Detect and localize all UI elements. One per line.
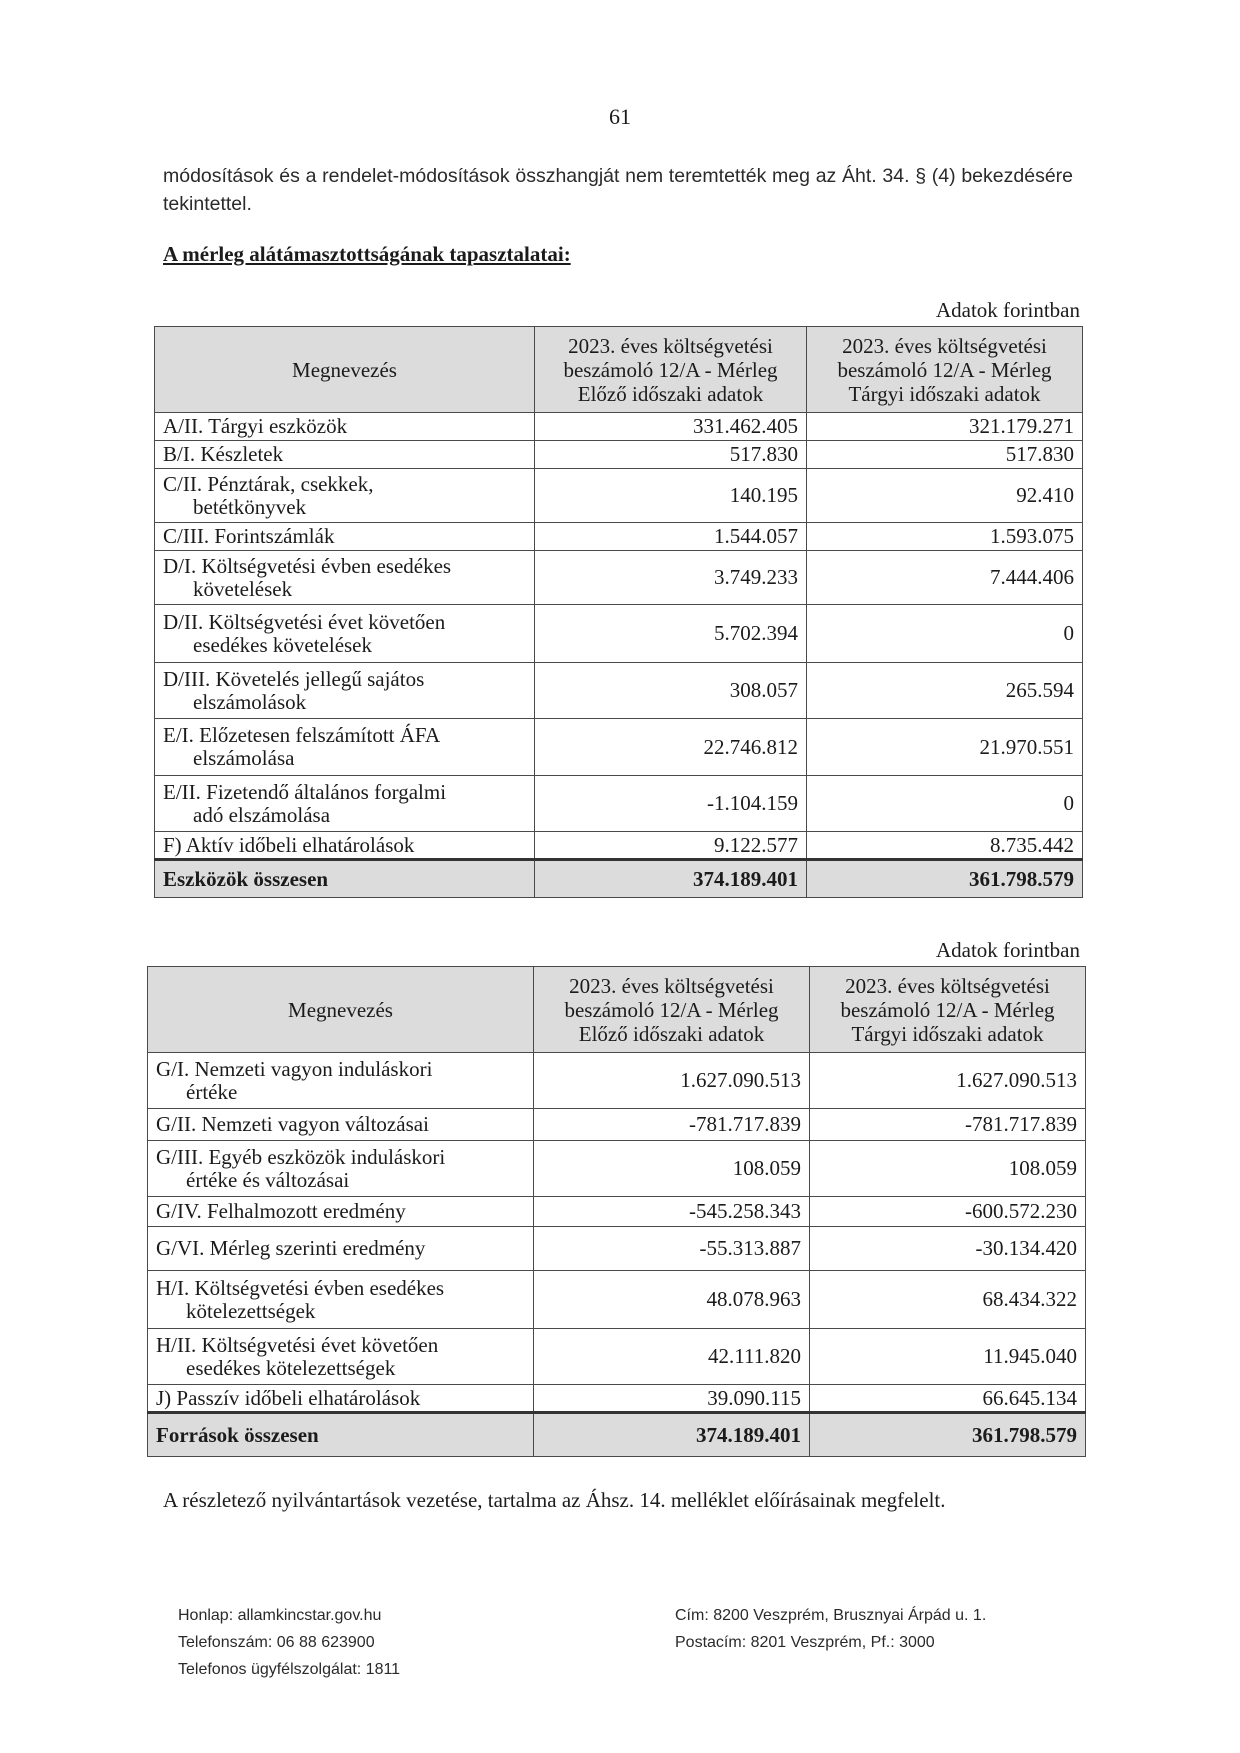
footer-website: Honlap: allamkincstar.gov.hu bbox=[178, 1607, 382, 1624]
row-current-value: 1.627.090.513 bbox=[810, 1053, 1086, 1109]
row-name: A/II. Tárgyi eszközök bbox=[155, 413, 535, 441]
table-row bbox=[148, 1197, 1086, 1227]
footer-address: Cím: 8200 Veszprém, Brusznyai Árpád u. 1. bbox=[675, 1607, 987, 1624]
row-current-value: 66.645.134 bbox=[810, 1385, 1086, 1413]
header-name: Megnevezés bbox=[148, 967, 534, 1053]
row-current-value: -781.717.839 bbox=[810, 1109, 1086, 1141]
total-current-value: 361.798.579 bbox=[810, 1413, 1086, 1457]
table-row bbox=[148, 1385, 1086, 1413]
row-previous-value: 331.462.405 bbox=[535, 413, 807, 441]
row-previous-value: 308.057 bbox=[535, 663, 807, 719]
footer-postal: Postacím: 8201 Veszprém, Pf.: 3000 bbox=[675, 1634, 935, 1651]
unit-note-liabilities: Adatok forintban bbox=[935, 938, 1080, 962]
row-name: H/II. Költségvetési évet követően esedékes kötelezettségek bbox=[148, 1329, 534, 1385]
table-row bbox=[155, 523, 1083, 551]
table-row bbox=[148, 1227, 1086, 1271]
row-current-value: 0 bbox=[807, 605, 1083, 663]
row-previous-value: -1.104.159 bbox=[535, 776, 807, 832]
intro-paragraph: módosítások és a rendelet-módosítások összhangját nem teremtették meg az Áht. 34. § (4) bekezdésére tekintettel. bbox=[163, 165, 1073, 215]
table-row bbox=[148, 1329, 1086, 1385]
row-current-value: 265.594 bbox=[807, 663, 1083, 719]
assets-table bbox=[154, 326, 1083, 898]
row-name: J) Passzív időbeli elhatárolások bbox=[148, 1385, 534, 1413]
row-previous-value: 9.122.577 bbox=[535, 832, 807, 860]
row-previous-value: 3.749.233 bbox=[535, 551, 807, 605]
row-previous-value: 1.544.057 bbox=[535, 523, 807, 551]
row-current-value: 108.059 bbox=[810, 1141, 1086, 1197]
section-heading: A mérleg alátámasztottságának tapasztalatai: bbox=[163, 242, 571, 266]
header-name: Megnevezés bbox=[155, 327, 535, 413]
row-name: E/II. Fizetendő általános forgalmi adó elszámolása bbox=[155, 776, 535, 832]
row-previous-value: 39.090.115 bbox=[534, 1385, 810, 1413]
row-name: G/VI. Mérleg szerinti eredmény bbox=[148, 1227, 534, 1271]
row-current-value: 1.593.075 bbox=[807, 523, 1083, 551]
total-current-value: 361.798.579 bbox=[807, 860, 1083, 898]
table-row bbox=[155, 776, 1083, 832]
footer-contact-right bbox=[675, 1602, 986, 1656]
row-current-value: 0 bbox=[807, 776, 1083, 832]
table-row bbox=[155, 719, 1083, 776]
table-row bbox=[148, 1141, 1086, 1197]
footer-helpdesk: Telefonos ügyfélszolgálat: 1811 bbox=[178, 1661, 401, 1678]
table-row bbox=[155, 441, 1083, 469]
row-previous-value: 48.078.963 bbox=[534, 1271, 810, 1329]
row-name: C/III. Forintszámlák bbox=[155, 523, 535, 551]
page-number: 61 bbox=[609, 104, 631, 129]
row-current-value: 517.830 bbox=[807, 441, 1083, 469]
row-current-value: -600.572.230 bbox=[810, 1197, 1086, 1227]
row-current-value: 321.179.271 bbox=[807, 413, 1083, 441]
table-row bbox=[155, 832, 1083, 860]
closing-statement: A részletező nyilvántartások vezetése, tartalma az Áhsz. 14. melléklet előírásainak megfelelt. bbox=[163, 1488, 946, 1512]
liabilities-table bbox=[147, 966, 1086, 1457]
row-previous-value: -545.258.343 bbox=[534, 1197, 810, 1227]
assets-header-row bbox=[155, 327, 1083, 413]
row-name: G/III. Egyéb eszközök induláskori értéke és változásai bbox=[148, 1141, 534, 1197]
header-current-period: 2023. éves költségvetési beszámoló 12/A - Mérleg Tárgyi időszaki adatok bbox=[807, 327, 1083, 413]
footer-phone: Telefonszám: 06 88 623900 bbox=[178, 1634, 375, 1651]
row-previous-value: 140.195 bbox=[535, 469, 807, 523]
total-previous-value: 374.189.401 bbox=[535, 860, 807, 898]
row-name: G/IV. Felhalmozott eredmény bbox=[148, 1197, 534, 1227]
assets-total-row bbox=[155, 860, 1083, 898]
row-name: D/II. Költségvetési évet követően esedékes követelések bbox=[155, 605, 535, 663]
row-previous-value: 517.830 bbox=[535, 441, 807, 469]
header-previous-period: 2023. éves költségvetési beszámoló 12/A - Mérleg Előző időszaki adatok bbox=[534, 967, 810, 1053]
row-name: C/II. Pénztárak, csekkek, betétkönyvek bbox=[155, 469, 535, 523]
liabilities-total-row bbox=[148, 1413, 1086, 1457]
row-previous-value: 1.627.090.513 bbox=[534, 1053, 810, 1109]
table-row bbox=[155, 551, 1083, 605]
row-previous-value: 22.746.812 bbox=[535, 719, 807, 776]
liabilities-header-row bbox=[148, 967, 1086, 1053]
table-row bbox=[155, 413, 1083, 441]
table-row bbox=[155, 469, 1083, 523]
row-name: F) Aktív időbeli elhatárolások bbox=[155, 832, 535, 860]
table-row bbox=[148, 1109, 1086, 1141]
table-row bbox=[148, 1271, 1086, 1329]
total-name: Források összesen bbox=[148, 1413, 534, 1457]
total-previous-value: 374.189.401 bbox=[534, 1413, 810, 1457]
row-previous-value: 5.702.394 bbox=[535, 605, 807, 663]
table-row bbox=[155, 663, 1083, 719]
row-name: G/II. Nemzeti vagyon változásai bbox=[148, 1109, 534, 1141]
footer-contact-left bbox=[178, 1602, 400, 1683]
row-current-value: 21.970.551 bbox=[807, 719, 1083, 776]
row-previous-value: -781.717.839 bbox=[534, 1109, 810, 1141]
table-row bbox=[155, 605, 1083, 663]
row-previous-value: 108.059 bbox=[534, 1141, 810, 1197]
row-name: H/I. Költségvetési évben esedékes kötelezettségek bbox=[148, 1271, 534, 1329]
header-current-period: 2023. éves költségvetési beszámoló 12/A - Mérleg Tárgyi időszaki adatok bbox=[810, 967, 1086, 1053]
row-previous-value: 42.111.820 bbox=[534, 1329, 810, 1385]
row-current-value: 68.434.322 bbox=[810, 1271, 1086, 1329]
row-current-value: 8.735.442 bbox=[807, 832, 1083, 860]
row-name: E/I. Előzetesen felszámított ÁFA elszámolása bbox=[155, 719, 535, 776]
row-current-value: 11.945.040 bbox=[810, 1329, 1086, 1385]
unit-note-assets: Adatok forintban bbox=[935, 298, 1080, 322]
row-current-value: -30.134.420 bbox=[810, 1227, 1086, 1271]
row-name: D/I. Költségvetési évben esedékes követelések bbox=[155, 551, 535, 605]
row-name: D/III. Követelés jellegű sajátos elszámolások bbox=[155, 663, 535, 719]
row-name: G/I. Nemzeti vagyon induláskori értéke bbox=[148, 1053, 534, 1109]
total-name: Eszközök összesen bbox=[155, 860, 535, 898]
row-name: B/I. Készletek bbox=[155, 441, 535, 469]
row-current-value: 92.410 bbox=[807, 469, 1083, 523]
table-row bbox=[148, 1053, 1086, 1109]
header-previous-period: 2023. éves költségvetési beszámoló 12/A - Mérleg Előző időszaki adatok bbox=[535, 327, 807, 413]
row-previous-value: -55.313.887 bbox=[534, 1227, 810, 1271]
row-current-value: 7.444.406 bbox=[807, 551, 1083, 605]
